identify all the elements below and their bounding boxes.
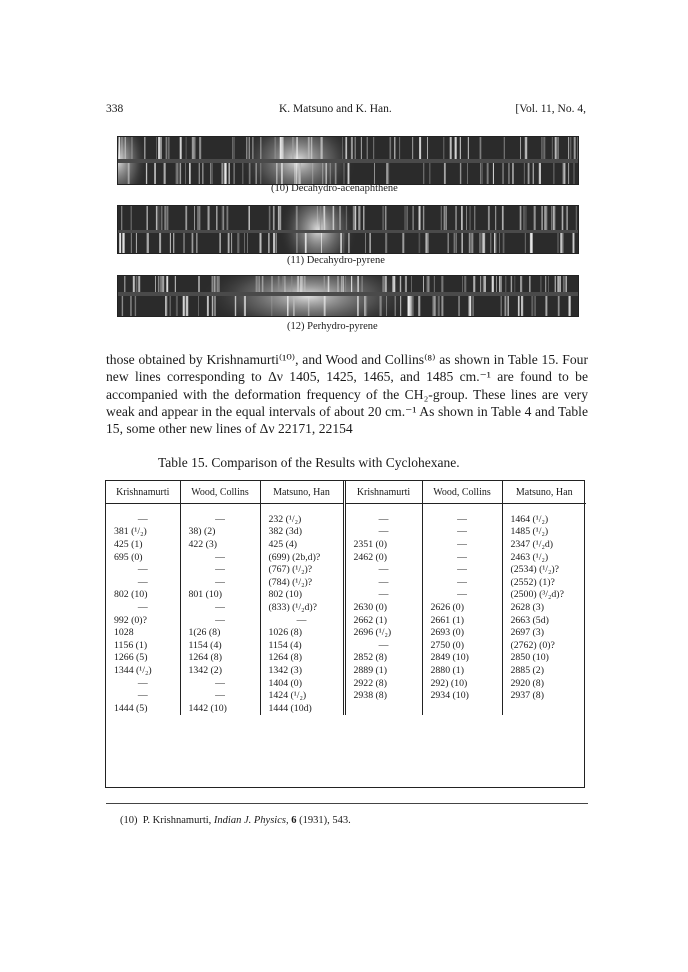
table-cell: 2662 (1) bbox=[344, 614, 422, 627]
table-cell: (833) (¹/₂d)? bbox=[260, 601, 344, 614]
page-number: 338 bbox=[106, 103, 124, 115]
table-cell: 2626 (0) bbox=[422, 601, 502, 614]
figure-caption-12: (12) Perhydro-pyrene bbox=[287, 321, 378, 332]
table-cell: 381 (¹/₂) bbox=[106, 526, 180, 539]
table-cell: 2889 (1) bbox=[344, 664, 422, 677]
col-header: Krishnamurti bbox=[106, 481, 180, 504]
table-row bbox=[106, 563, 586, 576]
table-cell: 2347 (¹/₂d) bbox=[510, 538, 554, 550]
footnote bbox=[120, 815, 351, 826]
body-paragraph-text: those obtained by Krishnamurti⁽¹⁰⁾, and Wood and Collins⁽⁸⁾ as shown in Table 15. Four new lines corresponding to Δν 1405, 1425, 1465, and 1485 cm.⁻¹ are found to be accompanied with the deformation frequency of the CH₂-group. These lines are very weak and appear in the equal intervals of about 20 cm.⁻¹ As shown in Table 4 and Table 15, some other new lines of Δν 22171, 22154 bbox=[106, 352, 588, 437]
footnote-divider bbox=[106, 803, 588, 804]
table-cell: 2920 (8) bbox=[510, 677, 544, 689]
table-cell: (2534) (¹/₂)? bbox=[510, 564, 560, 576]
journal-reference: [Vol. 11, No. 4, bbox=[515, 103, 586, 115]
table-cell: 2849 (10) bbox=[422, 652, 502, 665]
table-cell: 425 (1) bbox=[106, 538, 180, 551]
figure-caption-11: (11) Decahydro-pyrene bbox=[287, 255, 385, 266]
table-cell: (2762) (0)? bbox=[510, 639, 555, 651]
table-title: Table 15. Comparison of the Results with Cyclohexane. bbox=[158, 455, 460, 470]
table-cell: 1154 (4) bbox=[260, 639, 344, 652]
table-cell: — bbox=[106, 513, 180, 526]
table-cell: 1266 (5) bbox=[106, 652, 180, 665]
body-paragraph bbox=[106, 351, 588, 437]
table-cell: — bbox=[344, 639, 422, 652]
table-row bbox=[106, 664, 586, 677]
table-cell: — bbox=[180, 614, 260, 627]
table-cell: — bbox=[180, 601, 260, 614]
running-header bbox=[106, 103, 586, 119]
comparison-table bbox=[105, 480, 585, 788]
table-cell: 2628 (3) bbox=[510, 601, 544, 613]
table-cell: 1264 (8) bbox=[180, 652, 260, 665]
table-cell: — bbox=[180, 551, 260, 564]
table-row bbox=[106, 513, 586, 526]
table-cell: — bbox=[106, 576, 180, 589]
table-cell: 1464 (¹/₂) bbox=[510, 513, 549, 525]
footnote-journal: Indian J. Physics, bbox=[213, 815, 289, 826]
table-cell: 382 (3d) bbox=[260, 526, 344, 539]
table-cell: 1264 (8) bbox=[260, 652, 344, 665]
table-cell: 1(26 (8) bbox=[180, 626, 260, 639]
figure-caption-10: (10) Decahydro-acenaphthene bbox=[271, 183, 398, 194]
col-header: Matsuno, Han bbox=[260, 481, 344, 504]
table-row bbox=[106, 614, 586, 627]
table-cell: 802 (10) bbox=[106, 589, 180, 602]
table-cell: 2696 (¹/₂) bbox=[344, 626, 422, 639]
table-row bbox=[106, 652, 586, 665]
table-cell: 992 (0)? bbox=[106, 614, 180, 627]
table-cell: — bbox=[180, 689, 260, 702]
table-cell: 292) (10) bbox=[422, 677, 502, 690]
table-cell: — bbox=[180, 576, 260, 589]
table-cell: — bbox=[422, 589, 502, 602]
col-header: Wood, Collins bbox=[422, 481, 502, 504]
table-cell: 1156 (1) bbox=[106, 639, 180, 652]
table-row bbox=[106, 538, 586, 551]
table-row bbox=[106, 551, 586, 564]
table-cell: 1404 (0) bbox=[260, 677, 344, 690]
table-spacer-row bbox=[106, 504, 586, 514]
spectrum-image-decahydro-acenaphthene bbox=[118, 137, 578, 184]
table-cell: 2938 (8) bbox=[344, 689, 422, 702]
table-cell: 2937 (8) bbox=[510, 690, 544, 702]
table-cell: 1485 (¹/₂) bbox=[510, 526, 549, 538]
table-cell: 1444 (5) bbox=[106, 702, 180, 715]
table-cell: 422 (3) bbox=[180, 538, 260, 551]
table-cell: 2880 (1) bbox=[422, 664, 502, 677]
table-cell: — bbox=[422, 563, 502, 576]
table-row bbox=[106, 526, 586, 539]
table-cell: 1342 (3) bbox=[260, 664, 344, 677]
table-cell bbox=[422, 702, 502, 715]
table-cell bbox=[344, 702, 422, 715]
table-cell bbox=[502, 702, 586, 715]
table-cell: (784) (¹/₂)? bbox=[260, 576, 344, 589]
footnote-rest: (1931), 543. bbox=[299, 815, 351, 826]
table-cell: 1154 (4) bbox=[180, 639, 260, 652]
table-cell: — bbox=[422, 526, 502, 539]
table-cell: — bbox=[422, 576, 502, 589]
table-cell: 2922 (8) bbox=[344, 677, 422, 690]
footnote-author: P. Krishnamurti, bbox=[142, 815, 212, 826]
table-cell: 2463 (¹/₂) bbox=[510, 551, 549, 563]
table-cell: — bbox=[106, 563, 180, 576]
table-row bbox=[106, 576, 586, 589]
table-cell: 1442 (10) bbox=[180, 702, 260, 715]
table-row bbox=[106, 689, 586, 702]
table-cell: — bbox=[344, 576, 422, 589]
table-cell: (767) (¹/₂)? bbox=[260, 563, 344, 576]
table-cell: 2697 (3) bbox=[510, 627, 544, 639]
table-cell: 1344 (¹/₂) bbox=[106, 664, 180, 677]
col-header: Wood, Collins bbox=[180, 481, 260, 504]
spectrum-image-perhydro-pyrene bbox=[118, 276, 578, 316]
table-cell: 2663 (5d) bbox=[510, 614, 549, 626]
table-cell: — bbox=[344, 526, 422, 539]
table-cell: 1424 (¹/₂) bbox=[260, 689, 344, 702]
table-cell: — bbox=[106, 689, 180, 702]
table-cell: 2885 (2) bbox=[510, 664, 544, 676]
table-cell: — bbox=[344, 563, 422, 576]
table-cell: 232 (¹/₂) bbox=[260, 513, 344, 526]
table-row bbox=[106, 702, 586, 715]
table-cell: — bbox=[344, 513, 422, 526]
table-cell: 1342 (2) bbox=[180, 664, 260, 677]
table-cell: 2351 (0) bbox=[344, 538, 422, 551]
table-cell: 1444 (10d) bbox=[260, 702, 344, 715]
table-cell: 2630 (0) bbox=[344, 601, 422, 614]
table-header-row bbox=[106, 481, 586, 504]
table-cell: 2850 (10) bbox=[510, 652, 549, 664]
table-cell: — bbox=[422, 538, 502, 551]
table-cell: — bbox=[422, 513, 502, 526]
table-cell: 2852 (8) bbox=[344, 652, 422, 665]
table-cell: 2661 (1) bbox=[422, 614, 502, 627]
table-cell: 801 (10) bbox=[180, 589, 260, 602]
table-row bbox=[106, 626, 586, 639]
table-cell: — bbox=[180, 513, 260, 526]
table-row bbox=[106, 639, 586, 652]
table-cell: 2462 (0) bbox=[344, 551, 422, 564]
footnote-number: (10) bbox=[120, 815, 138, 826]
table-cell: (699) (2b,d)? bbox=[260, 551, 344, 564]
table-cell: — bbox=[260, 614, 344, 627]
table-cell: 802 (10) bbox=[260, 589, 344, 602]
table-cell: 2934 (10) bbox=[422, 689, 502, 702]
table-cell: — bbox=[106, 677, 180, 690]
col-header: Matsuno, Han bbox=[502, 481, 586, 504]
table-cell: — bbox=[344, 589, 422, 602]
table-row bbox=[106, 677, 586, 690]
table-cell: 695 (0) bbox=[106, 551, 180, 564]
footnote-volume: 6 bbox=[291, 815, 297, 826]
table-row bbox=[106, 589, 586, 602]
table-cell: — bbox=[106, 601, 180, 614]
table-cell: — bbox=[422, 551, 502, 564]
table-cell: 38) (2) bbox=[180, 526, 260, 539]
table-cell: (2552) (1)? bbox=[510, 576, 555, 588]
table-cell: 1026 (8) bbox=[260, 626, 344, 639]
table-row bbox=[106, 601, 586, 614]
table-cell: 2693 (0) bbox=[422, 626, 502, 639]
table-cell: — bbox=[180, 563, 260, 576]
table-cell: (2500) (³/₂d)? bbox=[510, 589, 564, 601]
table-cell: 425 (4) bbox=[260, 538, 344, 551]
table-cell: 1028 bbox=[106, 626, 180, 639]
table-cell: 2750 (0) bbox=[422, 639, 502, 652]
running-title: K. Matsuno and K. Han. bbox=[279, 103, 392, 115]
spectrum-image-decahydro-pyrene bbox=[118, 206, 578, 253]
table-cell: — bbox=[180, 677, 260, 690]
col-header: Krishnamurti bbox=[344, 481, 422, 504]
